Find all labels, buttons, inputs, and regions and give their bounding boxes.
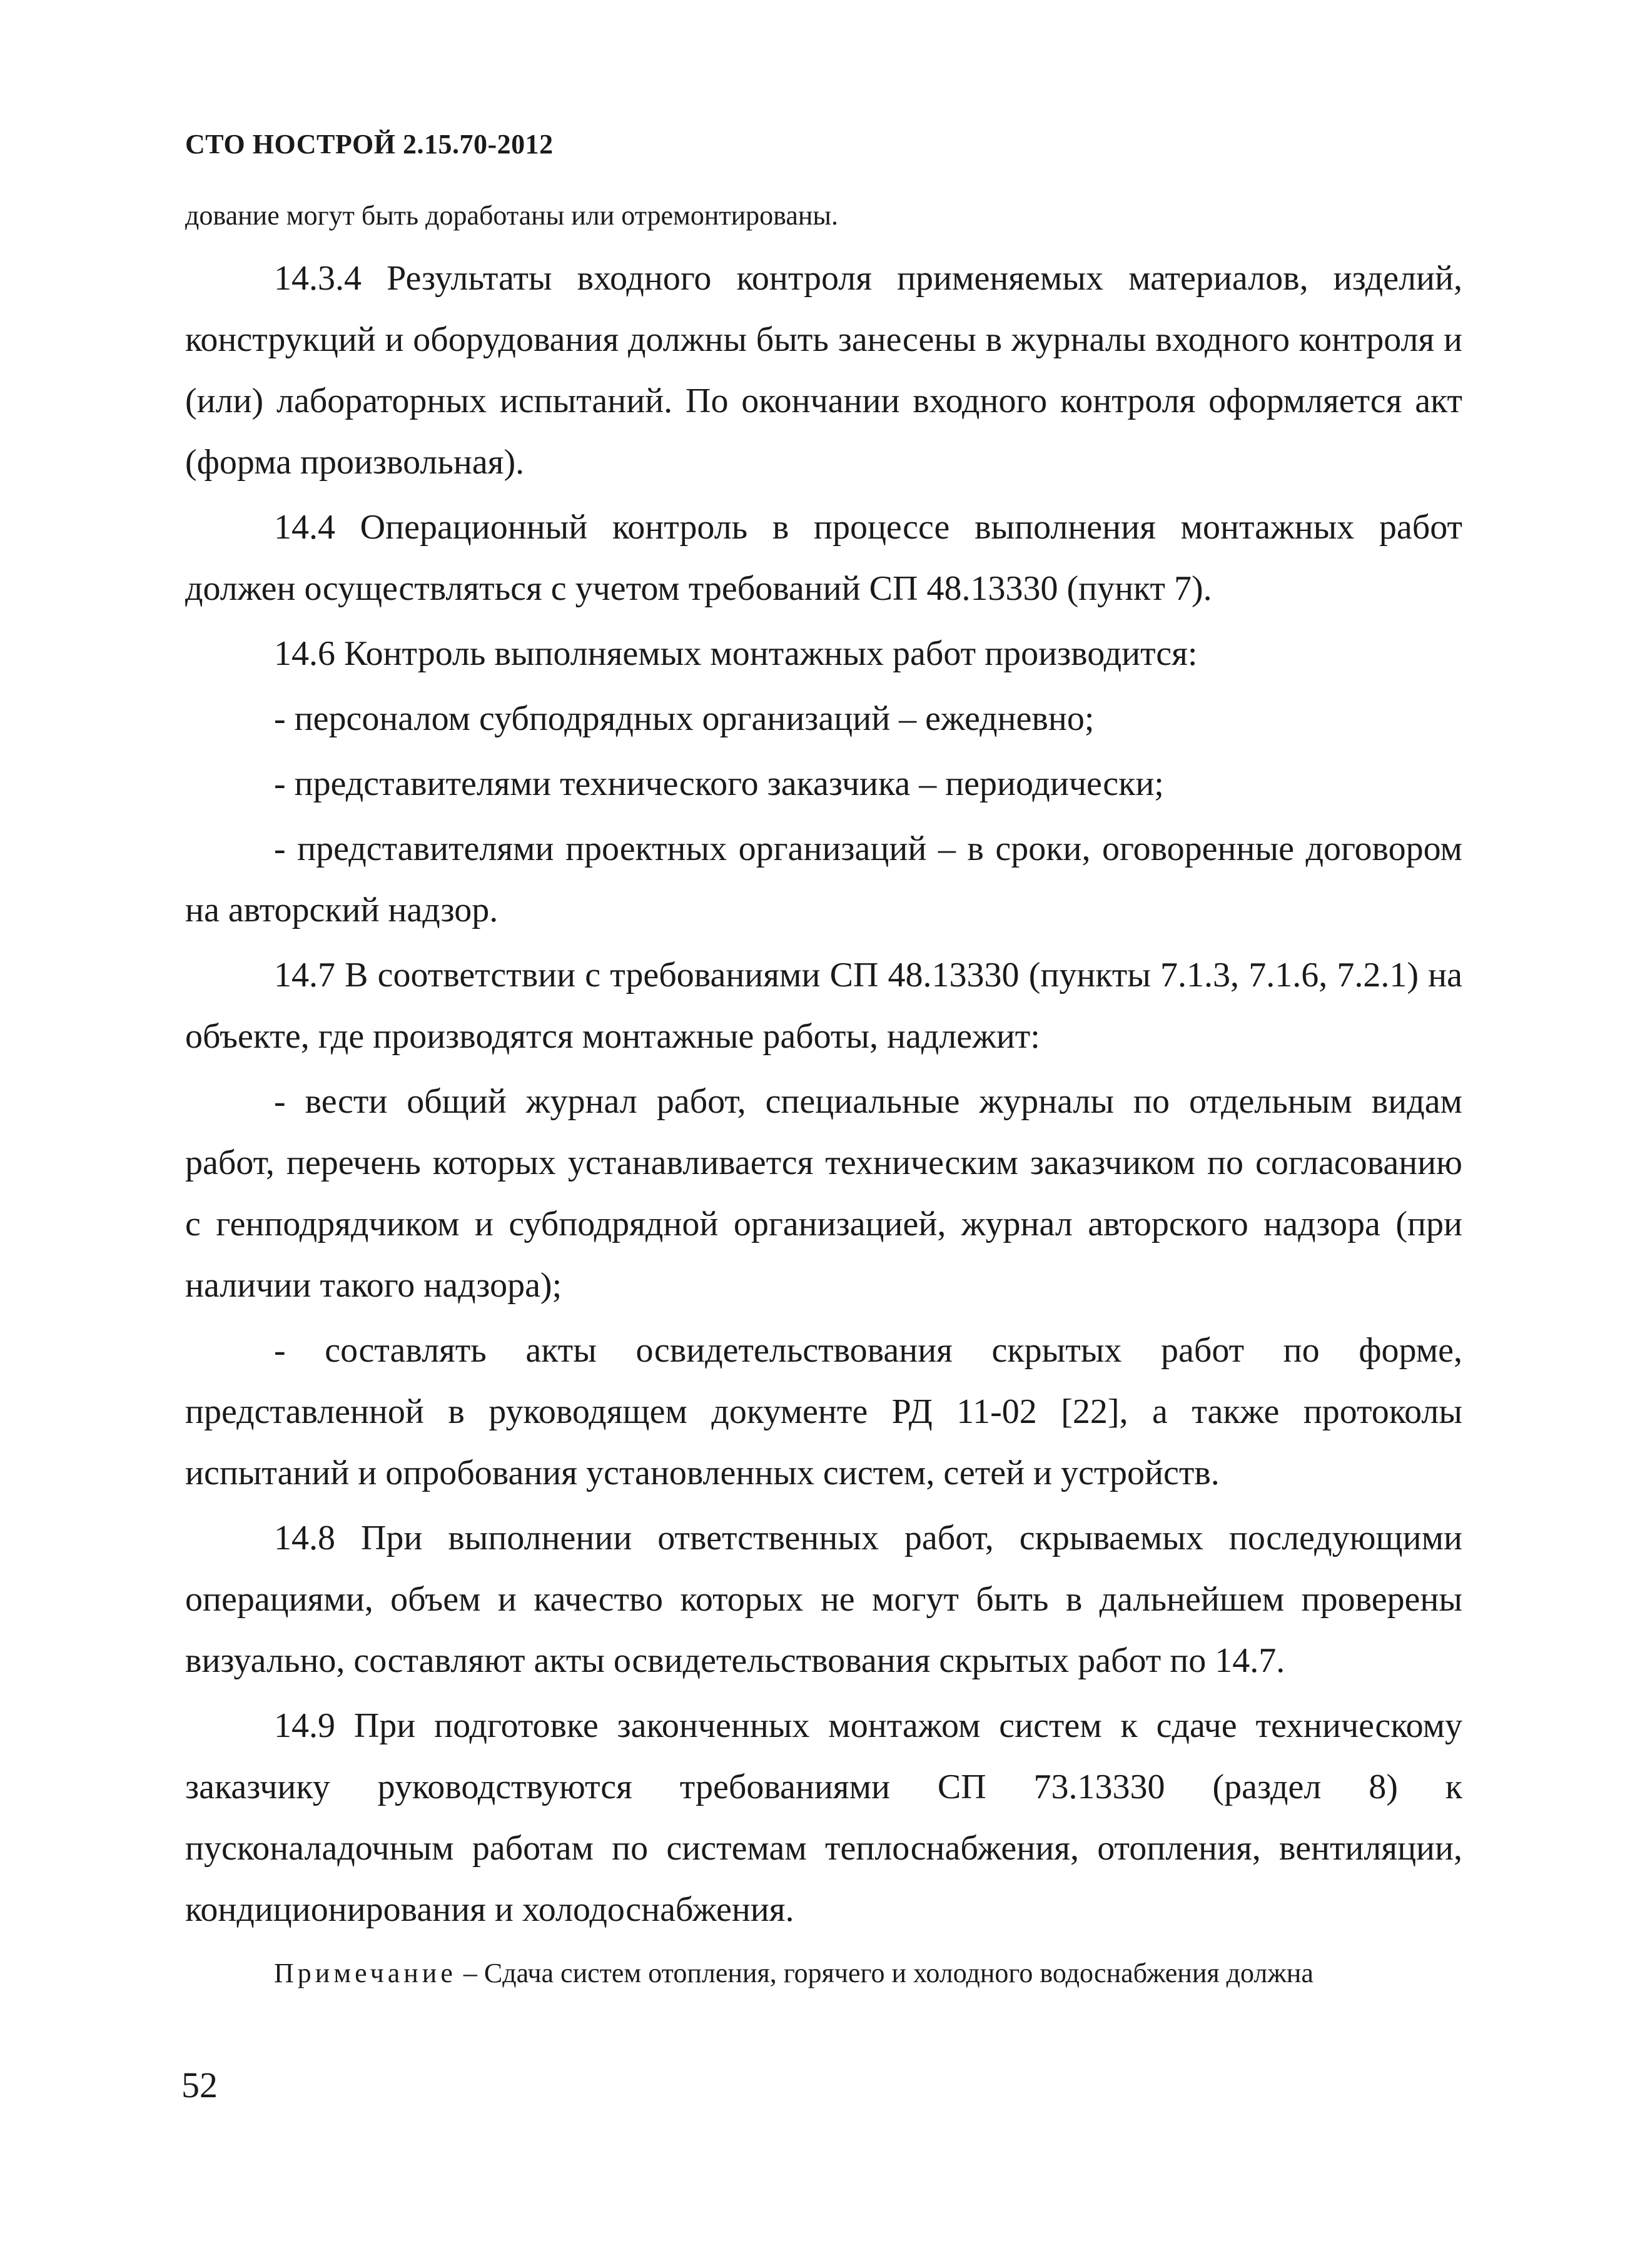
list-item-design: - представителями проектных организаций – в сроки, оговоренные договором на авторский надзор. (185, 829, 1462, 929)
document-body (185, 188, 1462, 2002)
paragraph-14-4: 14.4 Операционный контроль в процессе выполнения монтажных работ должен осуществляться с учетом требований СП 48.13330 (пункт 7). (185, 508, 1462, 608)
list-item-acts: - составлять акты освидетельствования скрытых работ по форме, представленной в руководящем документе РД 11-02 [22], а также протоколы испытаний и опробования установленных систем, сетей и устройств. (185, 1331, 1462, 1492)
paragraph-14-9: 14.9 При подготовке законченных монтажом систем к сдаче техническому заказчику руководствуются требованиями СП 73.13330 (раздел 8) к пусконаладочным работам по системам теплоснабжения, отопления, вентиляции, кондиционирования и холодоснабжения. (185, 1706, 1462, 1929)
paragraph-14-8: 14.8 При выполнении ответственных работ, скрываемых последующими операциями, объем и качество которых не могут быть в дальнейшем проверены визуально, составляют акты освидетельствования скрытых работ по 14.7. (185, 1519, 1462, 1680)
list-item-subcontractor: - персоналом субподрядных организаций – ежедневно; (274, 699, 1095, 738)
page-number: 52 (181, 2065, 218, 2105)
note-paragraph (185, 1945, 1462, 2002)
paragraph-14-3-4: 14.3.4 Результаты входного контроля применяемых материалов, изделий, конструкций и оборудования должны быть занесены в журналы входного контроля и (или) лабораторных испытаний. По окончании входного контроля оформляется акт (форма произвольная). (185, 259, 1462, 482)
paragraph-14-6: 14.6 Контроль выполняемых монтажных работ производится: (274, 634, 1198, 673)
paragraph-14-7: 14.7 В соответствии с требованиями СП 48.13330 (пункты 7.1.3, 7.1.6, 7.2.1) на объекте, где производятся монтажные работы, надлежит: (185, 956, 1462, 1056)
note-label: Примечание (274, 1958, 457, 1988)
document-header: СТО НОСТРОЙ 2.15.70-2012 (185, 129, 554, 159)
list-item-customer: - представителями технического заказчика – периодически; (274, 764, 1164, 803)
paragraph-continuation: дование могут быть доработаны или отремонтированы. (185, 200, 838, 231)
list-item-journals: - вести общий журнал работ, специальные журналы по отдельным видам работ, перечень которых устанавливается техническим заказчиком по согласованию с генподрядчиком и субподрядной организацией, журнал авторского надзора (при наличии такого надзора); (185, 1082, 1462, 1305)
note-text: – Сдача систем отопления, горячего и холодного водоснабжения должна (456, 1958, 1314, 1988)
